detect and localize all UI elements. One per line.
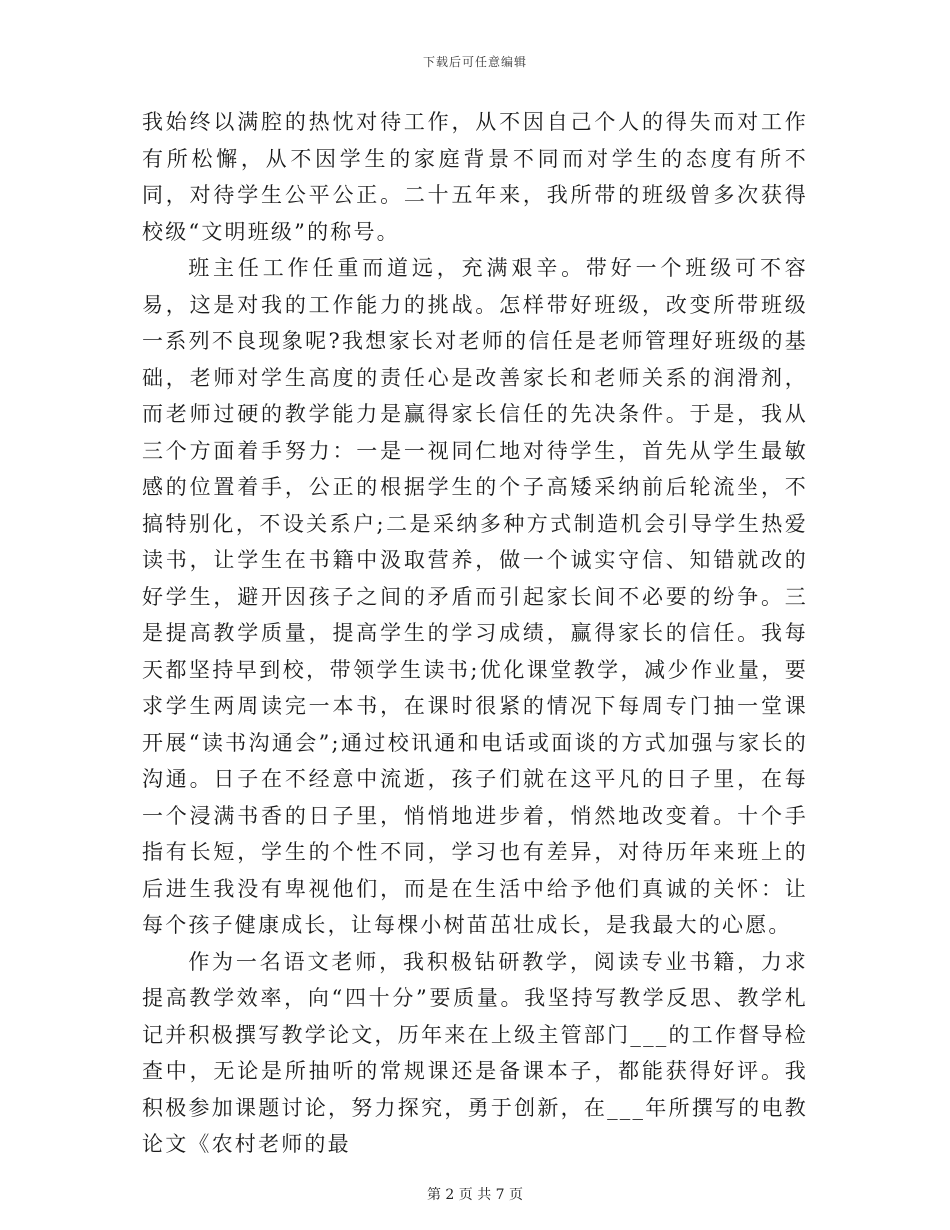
- document-body: [142, 104, 808, 1163]
- paragraph-2: 班主任工作任重而道远，充满艰辛。带好一个班级可不容易，这是对我的工作能力的挑战。怎样带好班级，改变所带班级一系列不良现象呢?我想家长对老师的信任是老师管理好班级的基础，老师对学生高度的责任心是改善家长和老师关系的润滑剂，而老师过硬的教学能力是赢得家长信任的先决条件。于是，我从三个方面着手努力：一是一视同仁地对待学生，首先从学生最敏感的位置着手，公正的根据学生的个子高矮采纳前后轮流坐，不搞特别化，不设关系户;二是采纳多种方式制造机会引导学生热爱读书，让学生在书籍中汲取营养，做一个诚实守信、知错就改的好学生，避开因孩子之间的矛盾而引起家长间不必要的纷争。三是提高教学质量，提高学生的学习成绩，赢得家长的信任。我每天都坚持早到校，带领学生读书;优化课堂教学，减少作业量，要求学生两周读完一本书，在课时很紧的情况下每周专门抽一堂课开展“读书沟通会”;通过校讯通和电话或面谈的方式加强与家长的沟通。日子在不经意中流逝，孩子们就在这平凡的日子里，在每一个浸满书香的日子里，悄悄地进步着，悄然地改变着。十个手指有长短，学生的个性不同，学习也有差异，对待历年来班上的后进生我没有卑视他们，而是在生活中给予他们真诚的关怀：让每个孩子健康成长，让每棵小树苗茁壮成长，是我最大的心愿。: [142, 256, 808, 937]
- page-number-footer: 第 2 页 共 7 页: [426, 1187, 524, 1203]
- page-header: 下载后可任意编辑: [422, 55, 527, 69]
- paragraph-1: 我始终以满腔的热忱对待工作，从不因自己个人的得失而对工作有所松懈，从不因学生的家庭背景不同而对学生的态度有所不同，对待学生公平公正。二十五年来，我所带的班级曾多次获得校级“文明班级”的称号。: [142, 110, 808, 244]
- paragraph-3: 作为一名语文老师，我积极钻研教学，阅读专业书籍，力求提高教学效率，向“四十分”要质量。我坚持写教学反思、教学札记并积极撰写教学论文，历年来在上级主管部门___的工作督导检查中，无论是所抽听的常规课还是备课本子，都能获得好评。我积极参加课题讨论，努力探究，勇于创新，在___年所撰写的电教论文《农村老师的最: [142, 949, 808, 1156]
